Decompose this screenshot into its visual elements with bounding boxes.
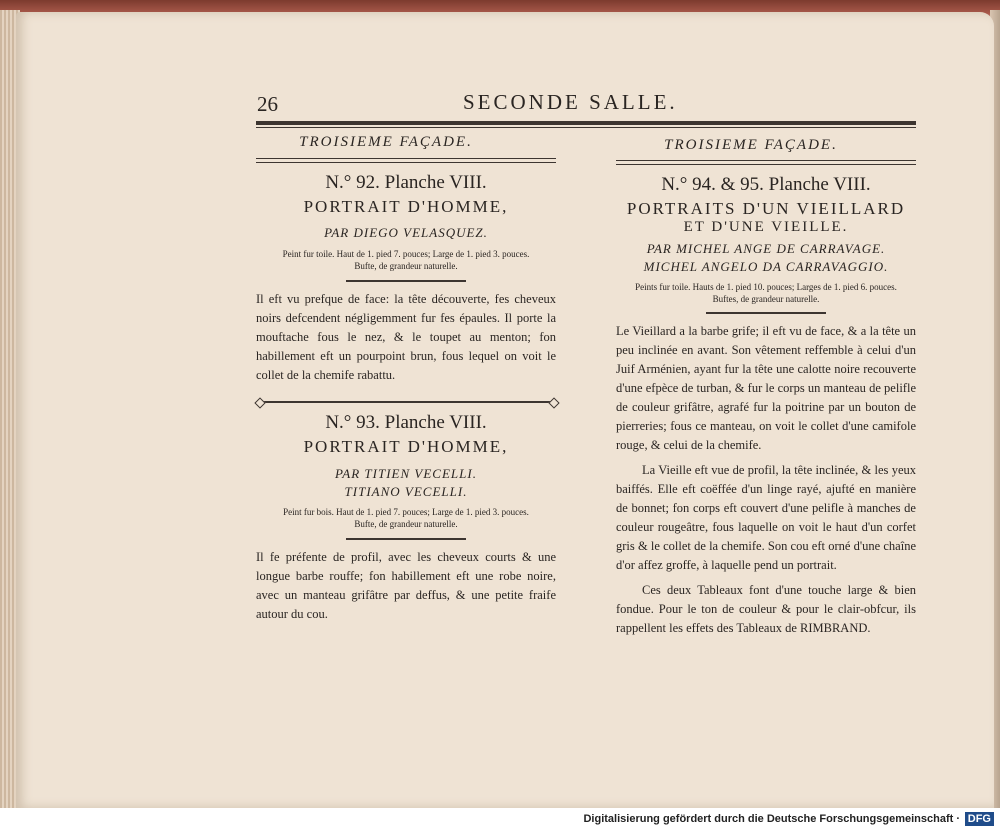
- entry-artist: PAR TITIEN VECELLI.: [335, 466, 477, 481]
- entry-rule: [346, 280, 466, 282]
- facade-rule: [256, 158, 556, 163]
- dfg-logo: DFG: [965, 812, 994, 826]
- entry-title: PORTRAIT D'HOMME,: [303, 197, 509, 216]
- facade-rule: [616, 160, 916, 165]
- entry-artist-alt: TITIANO VECELLI.: [344, 484, 468, 499]
- right-column: [616, 137, 916, 644]
- entry-title-line2: ET D'UNE VIEILLE.: [683, 219, 849, 235]
- entry-format: Buftes, de grandeur naturelle.: [712, 294, 820, 304]
- footer-bar: [0, 808, 1000, 832]
- left-column-lower: [256, 412, 556, 630]
- entry-number: N.° 93. Planche VIII.: [325, 412, 487, 433]
- entry-rule: [706, 312, 826, 314]
- entry-paragraph: Le Vieillard a la barbe grife; il eft vu de face, & a la tête un peu inclinée en avant. Son vêtement reffemble à celui d'un Juif Arménien, ayant fur la tête une calotte noire recouverte d'une efpèce de turban, & fur le corps un manteau de pelifle de couleur grifâtre, agrafé fur la poitrine par un bouton de pierreries; fous ce manteau, on voit le collet d'une camifole rouge, & celui de la chemife.: [616, 324, 916, 452]
- entry-format: Bufte, de grandeur naturelle.: [354, 519, 458, 529]
- entry-text: [256, 548, 556, 624]
- facade-heading: TROISIEME FAÇADE.: [299, 134, 473, 150]
- entry-number: N.° 94. & 95. Planche VIII.: [661, 174, 871, 195]
- left-column: [256, 134, 556, 391]
- entry-dimensions: Peints fur toile. Hauts de 1. pied 10. pouces; Larges de 1. pied 6. pouces.: [635, 282, 897, 292]
- entry-number: N.° 92. Planche VIII.: [325, 172, 487, 193]
- entry-artist: PAR MICHEL ANGE DE CARRAVAGE.: [646, 241, 886, 256]
- entry-dimensions: Peint fur toile. Haut de 1. pied 7. pouces; Large de 1. pied 3. pouces.: [282, 249, 530, 259]
- entry-title: PORTRAIT D'HOMME,: [303, 437, 509, 456]
- header-rule-thin: [256, 127, 916, 128]
- entry-rule: [346, 538, 466, 540]
- entry-artist-alt: MICHEL ANGELO DA CARRAVAGGIO.: [643, 259, 889, 274]
- entry-paragraph: Ces deux Tableaux font d'une touche large & bien fondue. Pour le ton de couleur & pour le clair-obfcur, ils rappellent les effets des Tableaux de RIMBRAND.: [616, 583, 916, 635]
- entry-paragraph: Il eft vu prefque de face: la tête découverte, fes cheveux noirs defcendent négligemment fur fes épaules. Il porte la mouftache fous le nez, & le toupet au menton; fon habillement eft un pourpoint brun, fous lequel on voit le collet de la chemife rabattu.: [256, 292, 556, 382]
- section-divider: [260, 401, 554, 403]
- entry-text: [256, 290, 556, 385]
- entry-text: [616, 322, 916, 638]
- entry-artist: PAR DIEGO VELASQUEZ.: [324, 225, 488, 240]
- page-number: 26: [257, 92, 278, 116]
- running-title: SECONDE SALLE.: [463, 90, 678, 114]
- digitization-credit: Digitalisierung gefördert durch die Deutsche Forschungsgemeinschaft ·: [583, 813, 960, 825]
- facade-heading: TROISIEME FAÇADE.: [664, 137, 838, 153]
- entry-paragraph: Il fe préfente de profil, avec les cheveux courts & une longue barbe rouffe; fon habillement eft une robe noire, avec un manteau grifâtre par deffus, & une petite fraife autour du cou.: [256, 550, 556, 621]
- entry-dimensions: Peint fur bois. Haut de 1. pied 7. pouces; Large de 1. pied 3. pouces.: [283, 507, 529, 517]
- entry-format: Bufte, de grandeur naturelle.: [354, 261, 458, 271]
- entry-title: PORTRAITS D'UN VIEILLARD: [626, 199, 906, 218]
- header-rule-thick: [256, 121, 916, 125]
- entry-paragraph: La Vieille eft vue de profil, la tête inclinée, & les yeux baiffés. Elle eft coëffée d'un linge rayé, ajufté en manière de bonnet; fon corps eft couvert d'une pelifle à manches de couleur rougeâtre, fous laquelle on voit le haut d'un corfet gris & le collet de la chemife. Son cou eft orné d'une chaîne d'or affez groffe, à laquelle pend un portrait.: [616, 463, 916, 572]
